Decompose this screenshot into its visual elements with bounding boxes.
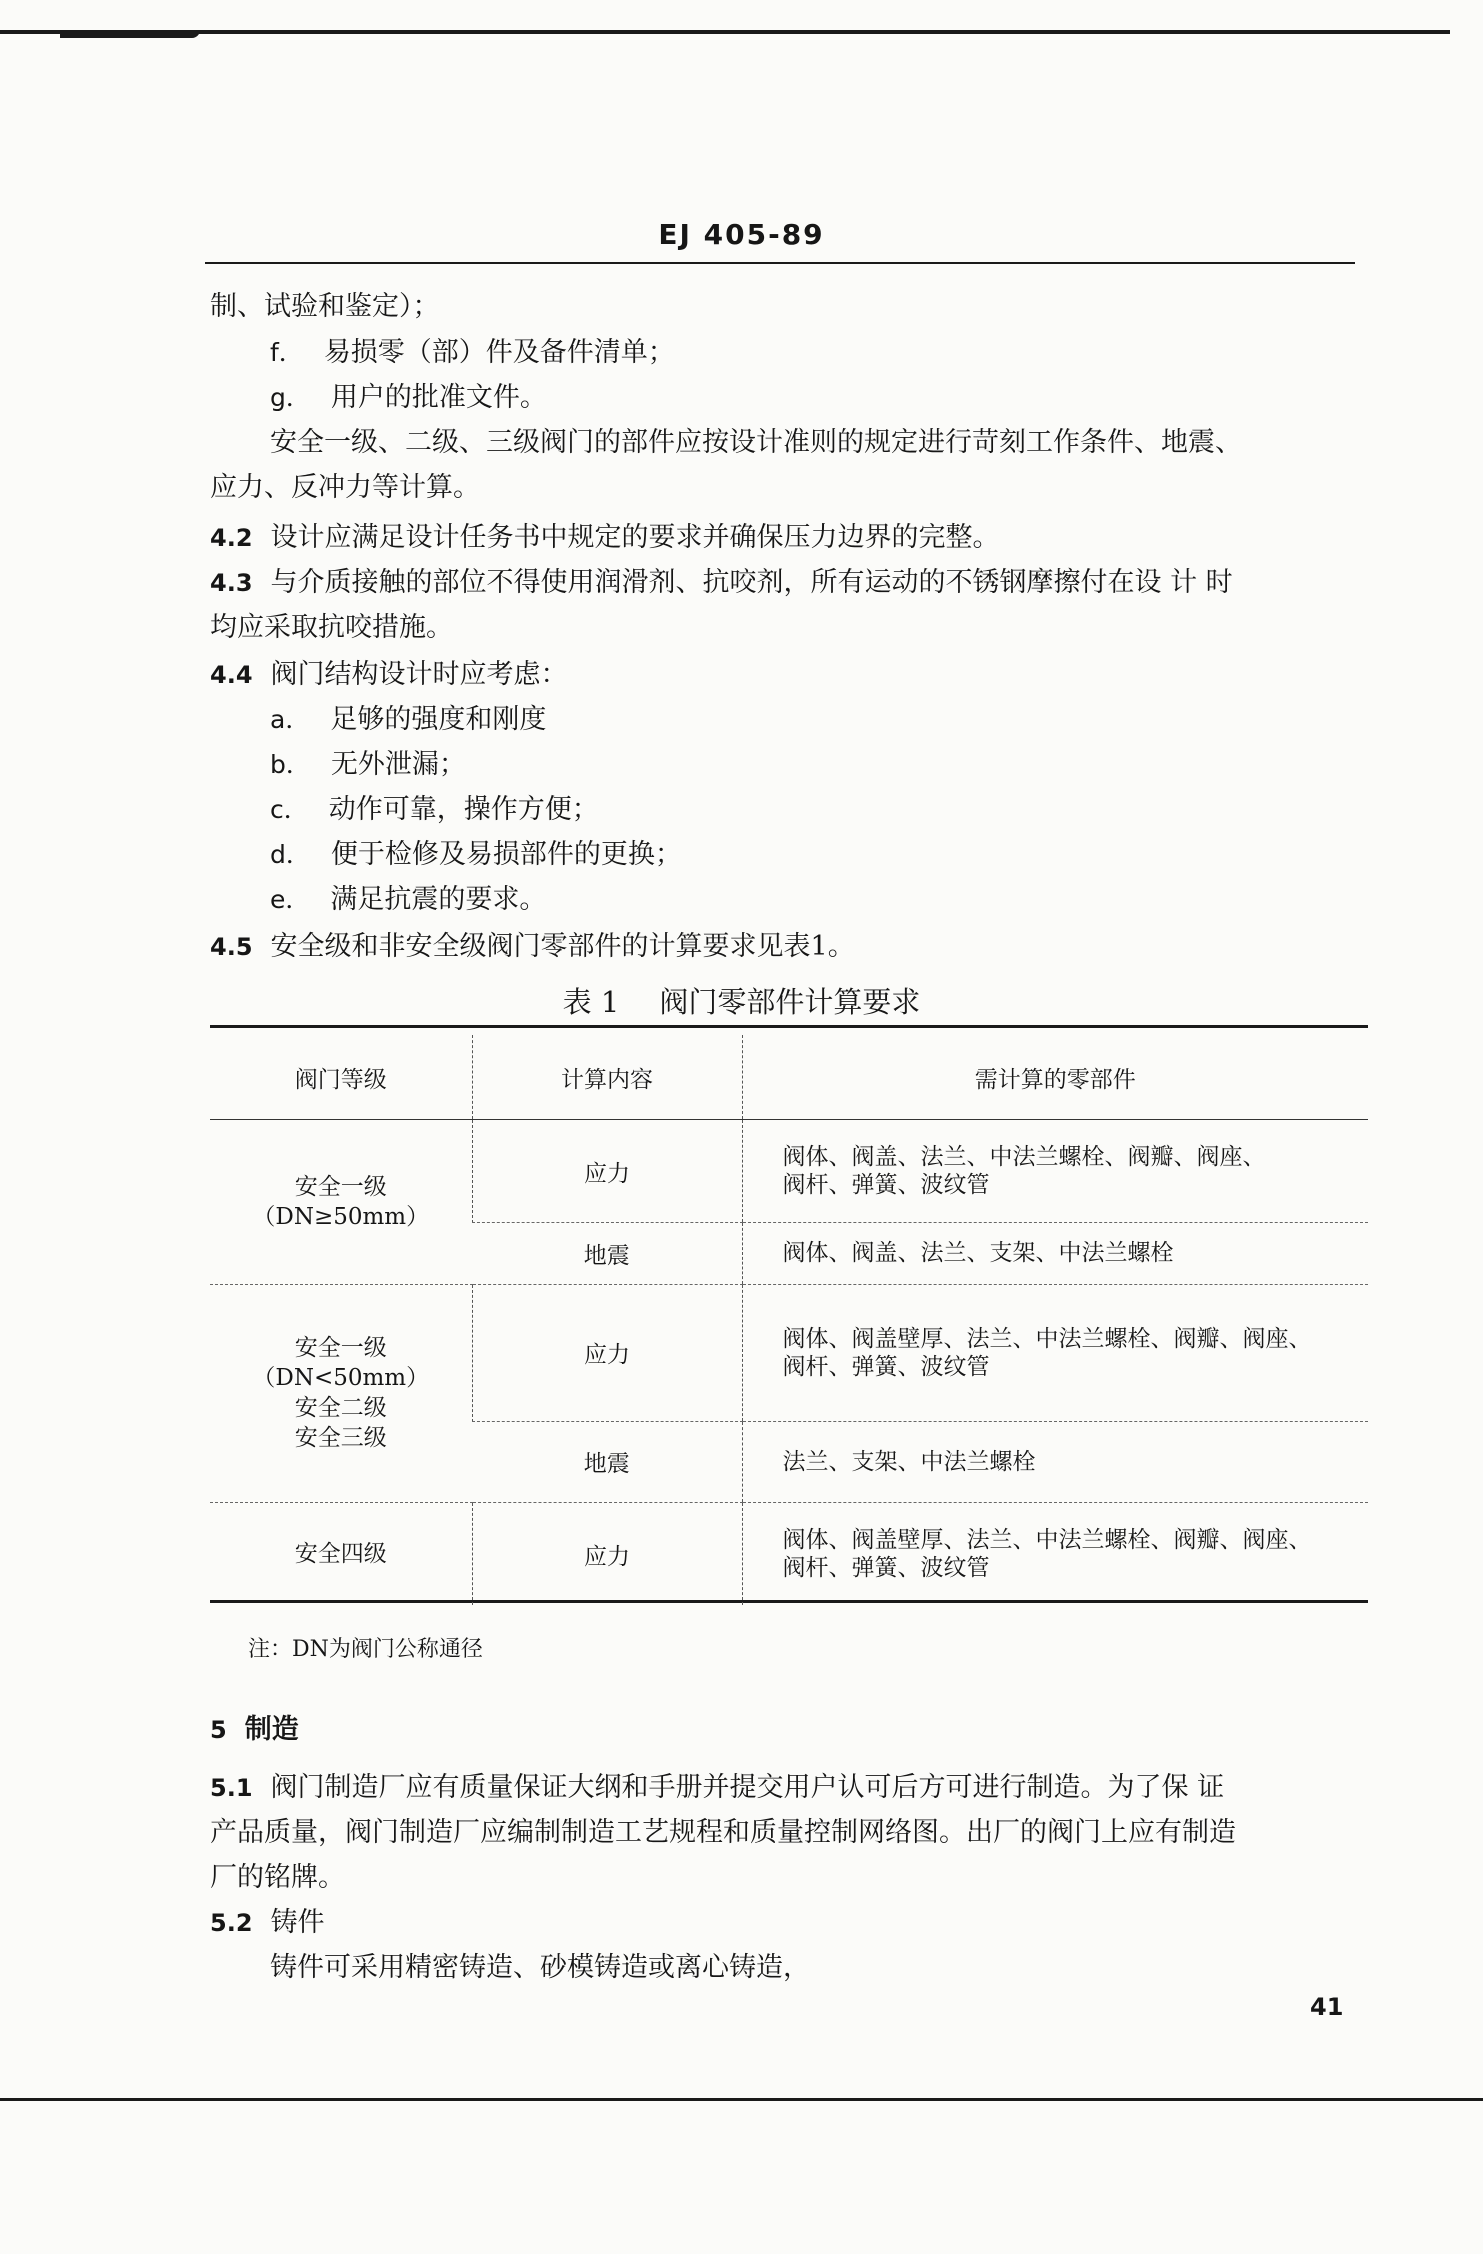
- table-caption-label: 表 1: [562, 985, 620, 1019]
- section-5-2-body: [270, 1948, 810, 1988]
- safety-paragraph-line-2: [210, 468, 480, 508]
- section-5-1-text-2: 产品质量，阀门制造厂应编制制造工艺规程和质量控制网络图。出厂的阀门上应有制造: [210, 1817, 1236, 1848]
- parts-line: 阀体、阀盖、法兰、支架、中法兰螺栓: [782, 1240, 1174, 1267]
- parts-cell: [742, 1503, 1368, 1605]
- header-valve-level: 阀门等级: [210, 1035, 472, 1120]
- list-item-b: [270, 745, 466, 785]
- list-item-c: [270, 790, 599, 830]
- list-text-g: 用户的批准文件。: [330, 382, 547, 413]
- list-label-b: b．: [270, 750, 311, 779]
- level-line: 安全二级: [294, 1395, 387, 1422]
- parts-cell: [742, 1223, 1368, 1284]
- table-caption: [0, 980, 1483, 1021]
- section-4-5-text: 安全级和非安全级阀门零部件的计算要求见表1。: [270, 931, 855, 962]
- list-label-d: d．: [270, 840, 311, 869]
- section-5-2-text: 铸件可采用精密铸造、砂模铸造或离心铸造，: [270, 1952, 810, 1983]
- content-cell: 应力: [472, 1503, 742, 1605]
- header-rule: [205, 262, 1355, 264]
- header-calc-content: 计算内容: [472, 1035, 742, 1120]
- list-text-b: 无外泄漏；: [330, 749, 466, 780]
- table-top-rule: [210, 1025, 1368, 1028]
- section-5-1-text-3: 厂的铭牌。: [210, 1862, 345, 1893]
- level-cell: [210, 1503, 472, 1605]
- parts-line: 阀体、阀盖壁厚、法兰、中法兰螺栓、阀瓣、阀座、: [782, 1527, 1312, 1554]
- page-number: 41: [1310, 1993, 1344, 2021]
- header-parts: 需计算的零部件: [742, 1035, 1368, 1120]
- list-text-c: 动作可靠，操作方便；: [328, 794, 599, 825]
- section-5-1-number: 5.1: [210, 1774, 253, 1802]
- section-5-1: [210, 1768, 1224, 1808]
- list-item-d: [270, 835, 682, 875]
- list-text-e: 满足抗震的要求。: [330, 884, 547, 915]
- document-code-header: EJ 405-89: [658, 218, 825, 251]
- parts-line: 阀杆、弹簧、波纹管: [782, 1555, 990, 1582]
- list-label-e: e．: [270, 885, 311, 914]
- section-4-2-text: 设计应满足设计任务书中规定的要求并确保压力边界的完整。: [270, 522, 1000, 553]
- section-4-5: [210, 927, 855, 967]
- section-5-2-title: 铸件: [270, 1907, 325, 1938]
- parts-line: 阀杆、弹簧、波纹管: [782, 1172, 990, 1199]
- list-text-a: 足够的强度和刚度: [330, 704, 547, 735]
- list-label-g: g．: [270, 383, 311, 412]
- section-4-4-text: 阀门结构设计时应考虑：: [270, 659, 568, 690]
- parts-cell: [742, 1284, 1368, 1421]
- continuation-text: 制、试验和鉴定）；: [210, 291, 440, 322]
- section-5-title-text: 制造: [244, 1714, 299, 1745]
- level-line: 安全四级: [294, 1541, 387, 1568]
- list-label-c: c．: [270, 795, 309, 824]
- level-line: 安全三级: [294, 1425, 387, 1452]
- content-cell: 地震: [472, 1421, 742, 1503]
- table-row: [210, 1284, 1368, 1421]
- table-note: 注：DN为阀门公称通径: [248, 1637, 483, 1662]
- list-item-a: [270, 700, 546, 740]
- list-item-e: [270, 880, 546, 920]
- section-5-2-number: 5.2: [210, 1909, 253, 1937]
- list-item-f: [270, 333, 675, 373]
- content-cell: 应力: [472, 1120, 742, 1223]
- safety-paragraph-text-2: 应力、反冲力等计算。: [210, 472, 480, 503]
- section-5-1-text: 阀门制造厂应有质量保证大纲和手册并提交用户认可后方可进行制造。为了保 证: [270, 1772, 1225, 1803]
- level-line: （DN≥50mm）: [252, 1203, 430, 1230]
- level-cell: [210, 1120, 472, 1285]
- section-4-4: [210, 655, 568, 695]
- section-4-5-number: 4.5: [210, 933, 253, 961]
- bottom-border-rule: [0, 2098, 1483, 2101]
- parts-line: 阀体、阀盖壁厚、法兰、中法兰螺栓、阀瓣、阀座、: [782, 1325, 1312, 1352]
- section-4-4-number: 4.4: [210, 661, 253, 689]
- parts-cell: [742, 1421, 1368, 1503]
- section-4-3-text-2: 均应采取抗咬措施。: [210, 612, 453, 643]
- table-caption-title: 阀门零部件计算要求: [659, 985, 921, 1019]
- level-line: 安全一级: [294, 1173, 387, 1200]
- section-5-number: 5: [210, 1716, 227, 1744]
- top-border-wedge: [60, 30, 200, 38]
- level-line: （DN<50mm）: [252, 1365, 430, 1392]
- safety-paragraph-line-1: [270, 423, 1242, 463]
- level-line: 安全一级: [294, 1335, 387, 1362]
- parts-line: 法兰、支架、中法兰螺栓: [782, 1448, 1036, 1475]
- list-text-d: 便于检修及易损部件的更换；: [330, 839, 682, 870]
- section-5-2: [210, 1903, 325, 1943]
- table-header-row: [210, 1035, 1368, 1120]
- section-4-2: [210, 518, 1000, 558]
- section-5-1-line-2: [210, 1813, 1236, 1853]
- valve-calculation-table: [210, 1035, 1368, 1605]
- parts-line: 阀体、阀盖、法兰、中法兰螺栓、阀瓣、阀座、: [782, 1144, 1266, 1171]
- section-5-1-line-3: [210, 1858, 345, 1898]
- safety-paragraph-text-1: 安全一级、二级、三级阀门的部件应按设计准则的规定进行苛刻工作条件、地震、: [270, 427, 1242, 458]
- level-cell: [210, 1284, 472, 1503]
- list-label-a: a．: [270, 705, 311, 734]
- parts-line: 阀杆、弹簧、波纹管: [782, 1353, 990, 1380]
- parts-cell: [742, 1120, 1368, 1223]
- top-border-rule: [0, 30, 1450, 34]
- section-4-3-line-2: [210, 608, 453, 648]
- section-4-2-number: 4.2: [210, 524, 253, 552]
- continuation-line: [210, 287, 440, 327]
- list-text-f: 易损零（部）件及备件清单；: [323, 337, 675, 368]
- table-row: [210, 1503, 1368, 1605]
- list-item-g: [270, 378, 547, 418]
- section-4-3-text: 与介质接触的部位不得使用润滑剂、抗咬剂，所有运动的不锈钢摩擦付在设 计 时: [270, 567, 1233, 598]
- section-5-title: [210, 1710, 299, 1750]
- section-4-3-number: 4.3: [210, 569, 253, 597]
- content-cell: 应力: [472, 1284, 742, 1421]
- content-cell: 地震: [472, 1223, 742, 1284]
- list-label-f: f．: [270, 338, 304, 367]
- section-4-3: [210, 563, 1233, 603]
- table-row: [210, 1120, 1368, 1223]
